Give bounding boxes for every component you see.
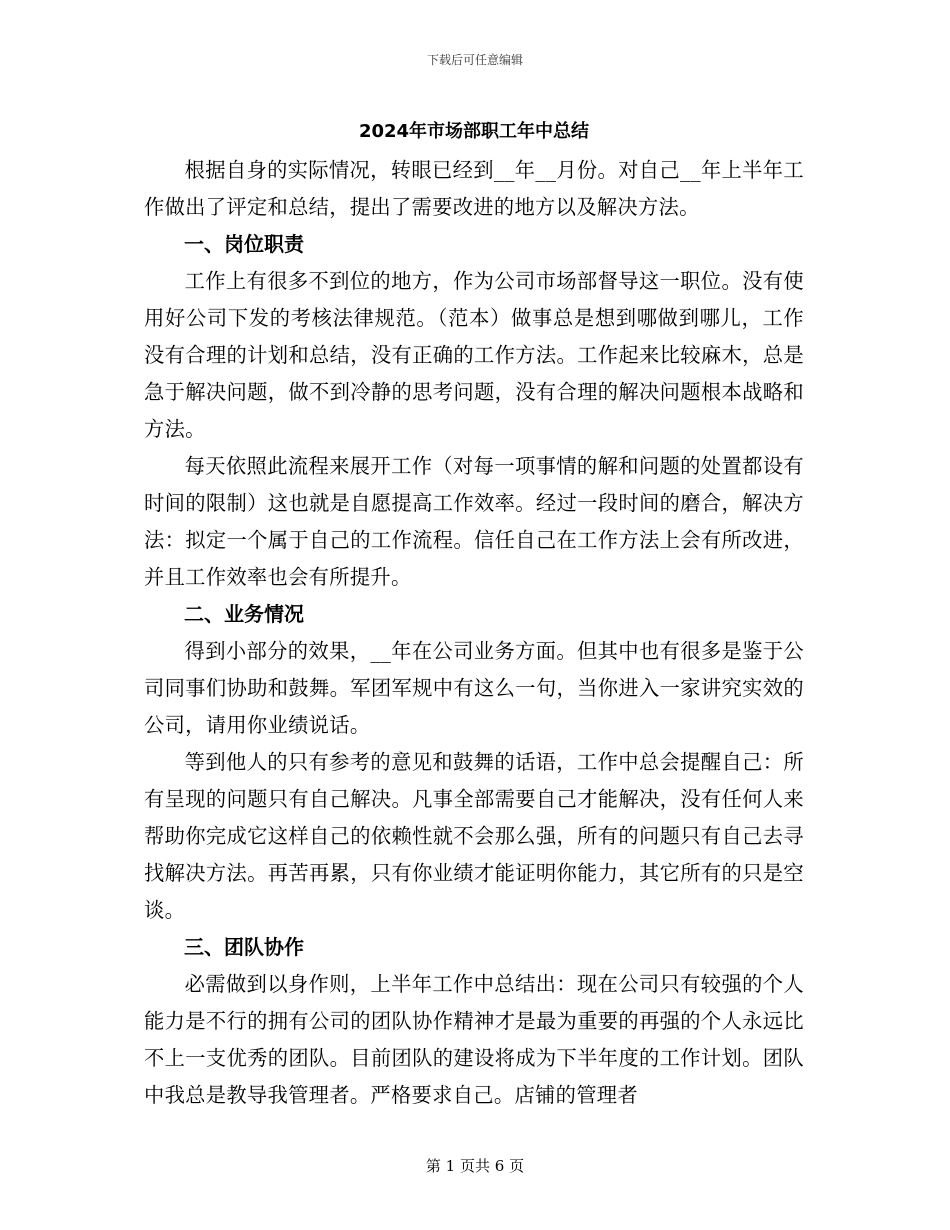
paragraph-intro: 根据自身的实际情况，转眼已经到__年__月份。对自己__年上半年工作做出了评定和总结，提出了需要改进的地方以及解决方法。 bbox=[144, 158, 804, 219]
header-note: 下载后可任意编辑 bbox=[426, 53, 523, 67]
paragraph-teamwork-1: 必需做到以身作则，上半年工作中总结出：现在公司只有较强的个人能力是不行的拥有公司的团队协作精神才是最为重要的再强的个人永远比不上一支优秀的团队。目前团队的建设将成为下半年度的工作计划。团队中我总是教导我管理者。严格要求自己。店铺的管理者 bbox=[144, 972, 804, 1107]
paragraph-duties-1: 工作上有很多不到位的地方，作为公司市场部督导这一职位。没有使用好公司下发的考核法律规范。（范本）做事总是想到哪做到哪儿，工作没有合理的计划和总结，没有正确的工作方法。工作起来比较麻木，总是急于解决问题，做不到冷静的思考问题，没有合理的解决问题根本战略和方法。 bbox=[144, 269, 804, 441]
section-heading-teamwork: 三、团队协作 bbox=[184, 935, 304, 959]
paragraph-business-2: 等到他人的只有参考的意见和鼓舞的话语，工作中总会提醒自己：所有呈现的问题只有自己解决。凡事全部需要自己才能解决，没有任何人来帮助你完成它这样自己的依赖性就不会那么强，所有的问题只有自己去寻找解决方法。再苦再累，只有你业绩才能证明你能力，其它所有的只是空谈。 bbox=[144, 750, 804, 922]
section-heading-business: 二、业务情况 bbox=[184, 602, 304, 626]
page-number-footer: 第 1 页共 6 页 bbox=[425, 1157, 525, 1175]
section-heading-duties: 一、岗位职责 bbox=[184, 232, 304, 256]
paragraph-business-1: 得到小部分的效果，__年在公司业务方面。但其中也有很多是鉴于公司同事们协助和鼓舞。军团军规中有这么一句，当你进入一家讲究实效的公司，请用你业绩说话。 bbox=[144, 639, 804, 737]
document-body bbox=[144, 112, 804, 1114]
paragraph-duties-2: 每天依照此流程来展开工作（对每一项事情的解和问题的处置都设有时间的限制）这也就是自愿提高工作效率。经过一段时间的磨合，解决方法：拟定一个属于自己的工作流程。信任自己在工作方法上会有所改进，并且工作效率也会有所提升。 bbox=[144, 454, 804, 589]
document-title: 2024年市场部职工年中总结 bbox=[358, 121, 590, 142]
